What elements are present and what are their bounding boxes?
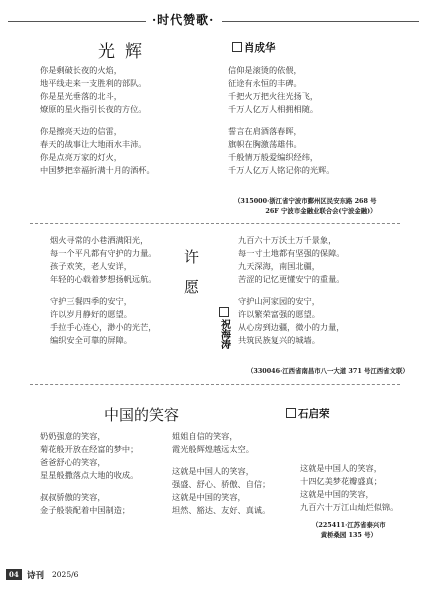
poem3-title: 中国的笑容 [104,406,180,424]
poem-line: 爸爸舒心的笑容， [40,457,106,467]
poem-line: 九百六十万江山灿烂似锦。 [300,502,399,512]
poem-line: 十四亿美梦花瓣盛真； [300,476,382,486]
poem-line: 千把火万把火往光扬飞， [228,91,319,101]
poem2-title-char-2: 愿 [184,278,200,296]
poem-line: 强盛、舒心、骄傲、自信； [172,479,271,489]
author-box-icon [286,408,296,418]
poem1-right [228,64,334,177]
poem-line: 你是点亮万家的灯火， [40,152,122,162]
poem-line: 旗帜在胸激荡雄伟。 [228,139,302,149]
address-line: 黄桥桑园 135 号） [320,531,377,539]
magazine-name: 诗刊 [27,571,45,581]
issue-number: 2025/6 [52,570,79,579]
poem-line: 中国梦把幸福折满十月的酒杯。 [40,165,155,175]
poem-line: 九百六十万沃土万千景象， [238,235,337,245]
poem-line: 春天的战事让大地雨水丰沛。 [40,139,147,149]
poem3-author [286,406,330,421]
poem-line: 守护三餐四季的安宁， [50,296,132,306]
address-line: （315000·浙江省宁波市鄞州区民安东路 268 号 [234,197,377,205]
poem-line: 你是擦亮天边的信雷， [40,126,122,136]
poem-line: 星星般撒落点大地的收成。 [40,470,139,480]
poem-line: 共筑民族复兴的城墙。 [238,335,320,345]
poem1-address [234,196,377,216]
header-rule-left [8,21,146,22]
poem-line: 每一个平凡都有守护的力量。 [50,248,157,258]
poem-line: 年轻的心载着梦想扬帆远航。 [50,274,157,284]
header-rule-right [222,21,419,22]
poem-line: 菊花般开放在经富的梦中； [40,444,139,454]
poem1-author-name: 肖成华 [244,42,276,54]
poem-line: 姐姐自信的笑容， [172,431,238,441]
poem-line: 许以岁月静好的愿望。 [50,309,132,319]
poem-line: 苦涩的记忆更懂安宁的重量。 [238,274,345,284]
poem-line: 每一寸土地都有坚强的保障。 [238,248,345,258]
poem-line: 许以繁荣富强的愿望。 [238,309,320,319]
address-line: （225411·江苏省泰兴市 [312,521,386,529]
poem-line: 你是星光垂落的北斗， [40,91,122,101]
poem-line: 烟火寻常的小巷洒满阳光， [50,235,149,245]
poem2-author-name: 祝海涛 [218,319,230,349]
poem-line: 霞光般辉煌越远太空。 [172,444,254,454]
poem1-author [232,40,276,55]
poem-line: 你是剩破长夜的火焰， [40,65,122,75]
poem-line: 叔叔骄傲的笑容， [40,492,106,502]
poem-line: 奶奶强意的笑容， [40,431,106,441]
poem-line: 这就是中国人的笑容， [300,463,382,473]
poem-line: 孩子欢笑，老人安详， [50,261,132,271]
poem2-address: （330046·江西省南昌市八一大道 371 号江西省文联） [247,367,409,375]
divider [30,384,400,385]
poem-line: 千万人亿万人相拥相随。 [228,104,319,114]
poem-line: 信仰是滚烫的依偎， [228,65,302,75]
poem-line: 坦然、豁达、友好、真诚。 [172,505,271,515]
poem-line: 地平线走来一支胜利的部队。 [40,78,147,88]
poem-line: 这就是中国的笑容， [300,489,374,499]
poem-line: 编织安全可靠的屏障。 [50,335,132,345]
poem3-col1 [40,430,138,517]
poem-line: 从心房到边疆，微小的力量， [238,322,345,332]
section-label: ·时代赞歌· [152,13,215,27]
poem2-right [238,234,344,347]
address-line: 26F 宁波市金融业联合会(宁波金融)） [265,207,377,215]
author-box-icon [232,42,242,52]
poem2-title-char-1: 许 [184,248,200,266]
poem1-title: 光辉 [98,42,152,62]
poem2-author [218,307,230,352]
poem3-col3 [300,462,398,514]
poem3-address [312,520,386,540]
poem-line: 金子般装配着中国制造； [40,505,131,515]
poem-line: 手拉手心连心，渺小的光芒， [50,322,157,332]
poem-line: 九天深海，南国北疆， [238,261,320,271]
poem3-author-name: 石启荣 [298,408,330,420]
page-footer [0,568,427,582]
poem-line: 千般情万般爱编织经纬， [228,152,319,162]
poem-line: 征途有永恒的丰碑。 [228,78,302,88]
poem-line: 这就是中国的笑容， [172,492,246,502]
poem-line: 这就是中国人的笑容， [172,466,254,476]
poem-line: 燎原的星火指引长夜的方位。 [40,104,147,114]
divider [30,223,400,224]
poem1-left [40,64,155,177]
page-number: 04 [6,569,22,580]
poem-line: 千万人亿万人铭记你的光辉。 [228,165,335,175]
poem-line: 誓言在肩酒落春晖， [228,126,302,136]
poem-line: 守护山河家园的安宁， [238,296,320,306]
author-box-icon [219,307,229,317]
poem2-left [50,234,156,347]
poem3-col2 [172,430,270,517]
